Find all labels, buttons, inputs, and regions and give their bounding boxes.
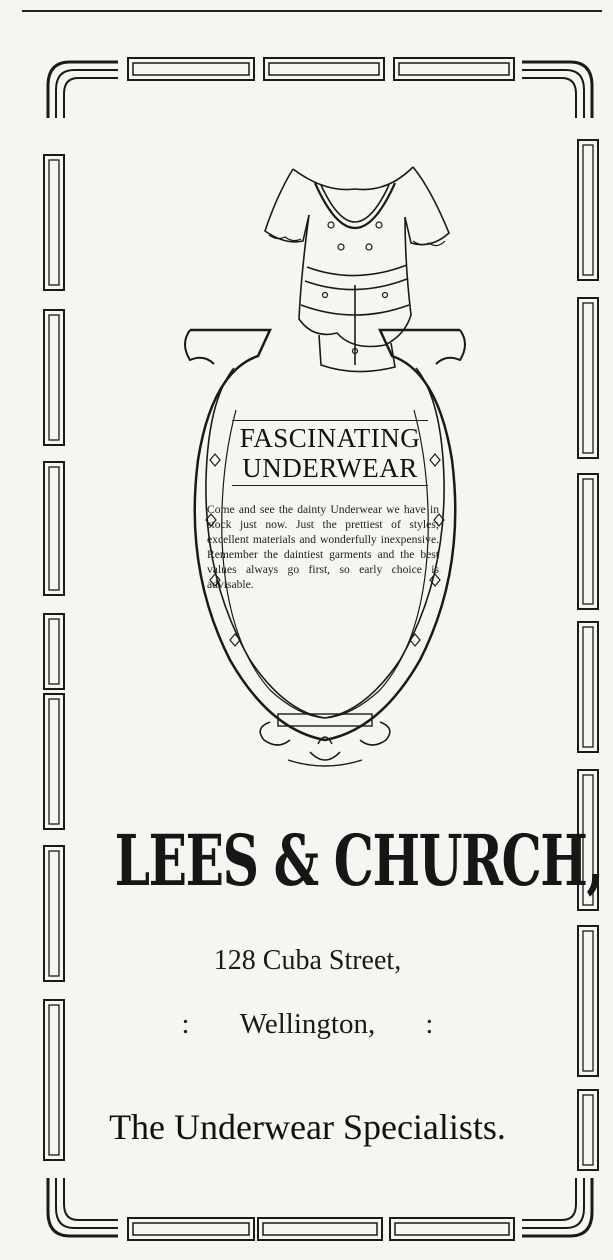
ad-headline (232, 420, 428, 486)
headline-line2: UNDERWEAR (242, 453, 418, 483)
city-name: Wellington, (239, 1008, 376, 1040)
colon-right: : (425, 1008, 434, 1040)
camisole-illustration (255, 155, 460, 385)
city-line (80, 1008, 535, 1041)
street-address: 128 Cuba Street, (213, 945, 402, 976)
headline-line1: FASCINATING (239, 423, 421, 453)
colon-left: : (181, 1008, 190, 1040)
ad-body-text: Come and see the dainty Underwear we have in stock just now. Just the prettiest of styles; excellent materials and wonderfully inexpensive. Remember the daintiest garments and the best values always go first, so early choice is advisable. (207, 503, 439, 591)
firm-name: LEES & CHURCH, (114, 819, 603, 902)
tagline: The Underwear Specialists. (109, 1107, 506, 1147)
